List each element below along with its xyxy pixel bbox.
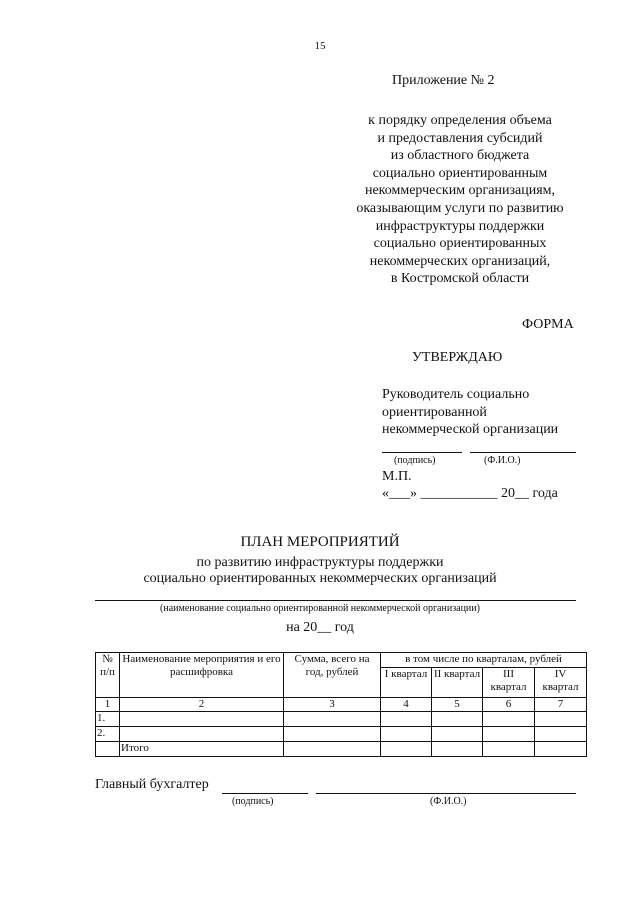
appendix-line: к порядку определения объема (368, 113, 552, 128)
plan-title: ПЛАН МЕРОПРИЯТИЙ (240, 534, 400, 550)
form-label: ФОРМА (522, 317, 574, 332)
column-number-cell: 6 (483, 698, 535, 712)
appendix-line: инфраструктуры поддержки (375, 218, 545, 234)
table-cell (432, 742, 483, 757)
table-cell (284, 727, 381, 742)
header-cell-name: Наименование мероприятия и его расшифровка (120, 653, 284, 698)
signature-caption: (подпись) (394, 455, 436, 466)
approver-line: ориентированной (382, 404, 487, 420)
plan-subtitle: социально ориентированных некоммерческих организаций (143, 571, 497, 586)
appendix-line: некоммерческим организациям, (364, 183, 556, 199)
column-number-cell: 3 (284, 698, 381, 712)
column-number-cell: 1 (96, 698, 120, 712)
column-number-cell: 5 (432, 698, 483, 712)
header-cell-number: № п/п (96, 653, 120, 698)
plan-subtitle: по развитию инфраструктуры поддержки (196, 555, 444, 570)
table-cell (120, 712, 284, 727)
table-cell (483, 727, 535, 742)
name-line (316, 793, 576, 794)
signature-line (222, 793, 308, 794)
column-number-cell: 4 (381, 698, 432, 712)
header-cell-quarters: в том числе по кварталам, рублей (381, 653, 587, 668)
column-number-cell: 2 (120, 698, 284, 712)
header-cell-quarter: III квартал (483, 668, 535, 698)
plan-table (95, 652, 587, 757)
stamp-label: М.П. (382, 469, 412, 484)
signature-caption: (подпись) (232, 796, 274, 807)
column-number-cell: 7 (535, 698, 587, 712)
table-cell (381, 727, 432, 742)
appendix-title: Приложение № 2 (392, 73, 495, 88)
table-cell (96, 742, 120, 757)
appendix-reference (290, 112, 630, 288)
row-number-cell: 2. (96, 727, 120, 742)
name-caption: (Ф.И.О.) (430, 796, 467, 807)
approver-line: некоммерческой организации (382, 422, 559, 437)
table-cell (284, 712, 381, 727)
header-cell-sum: Сумма, всего на год, рублей (284, 653, 381, 698)
header-cell-quarter: II квартал (432, 668, 483, 698)
table-row (96, 712, 587, 727)
table-cell (535, 712, 587, 727)
appendix-line: социально ориентированным (372, 165, 548, 181)
table-cell (381, 742, 432, 757)
name-line (470, 452, 576, 453)
row-number-cell: 1. (96, 712, 120, 727)
page-number: 15 (314, 40, 326, 52)
appendix-line: оказывающим услуги по развитию (356, 200, 564, 216)
table-cell (120, 727, 284, 742)
table-cell (535, 727, 587, 742)
table-cell (432, 727, 483, 742)
name-caption: (Ф.И.О.) (484, 455, 521, 466)
total-row (96, 742, 587, 757)
approval-title: УТВЕРЖДАЮ (412, 350, 503, 365)
table-cell (535, 742, 587, 757)
appendix-line: и предоставления субсидий (377, 130, 543, 146)
approval-date-line: «___» ___________ 20__ года (382, 486, 558, 501)
table-cell (432, 712, 483, 727)
header-cell-quarter: IV квартал (535, 668, 587, 698)
table-cell (284, 742, 381, 757)
organization-name-line (95, 600, 576, 601)
chief-accountant-label: Главный бухгалтер (95, 777, 209, 792)
table-row (96, 727, 587, 742)
approver-title (382, 386, 558, 439)
signature-line (382, 452, 462, 453)
approver-line: Руководитель социально (382, 387, 530, 402)
table-cell (483, 742, 535, 757)
appendix-line: социально ориентированных (373, 236, 547, 252)
appendix-line: в Костромской области (390, 271, 530, 287)
appendix-line: из областного бюджета (390, 148, 530, 164)
table-cell (483, 712, 535, 727)
organization-caption: (наименование социально ориентированной некоммерческой организации) (160, 603, 480, 614)
table-cell (381, 712, 432, 727)
total-label: Итого (120, 742, 284, 757)
header-cell-quarter: I квартал (381, 668, 432, 698)
plan-year: на 20__ год (286, 620, 354, 635)
appendix-line: некоммерческих организаций, (369, 253, 551, 269)
